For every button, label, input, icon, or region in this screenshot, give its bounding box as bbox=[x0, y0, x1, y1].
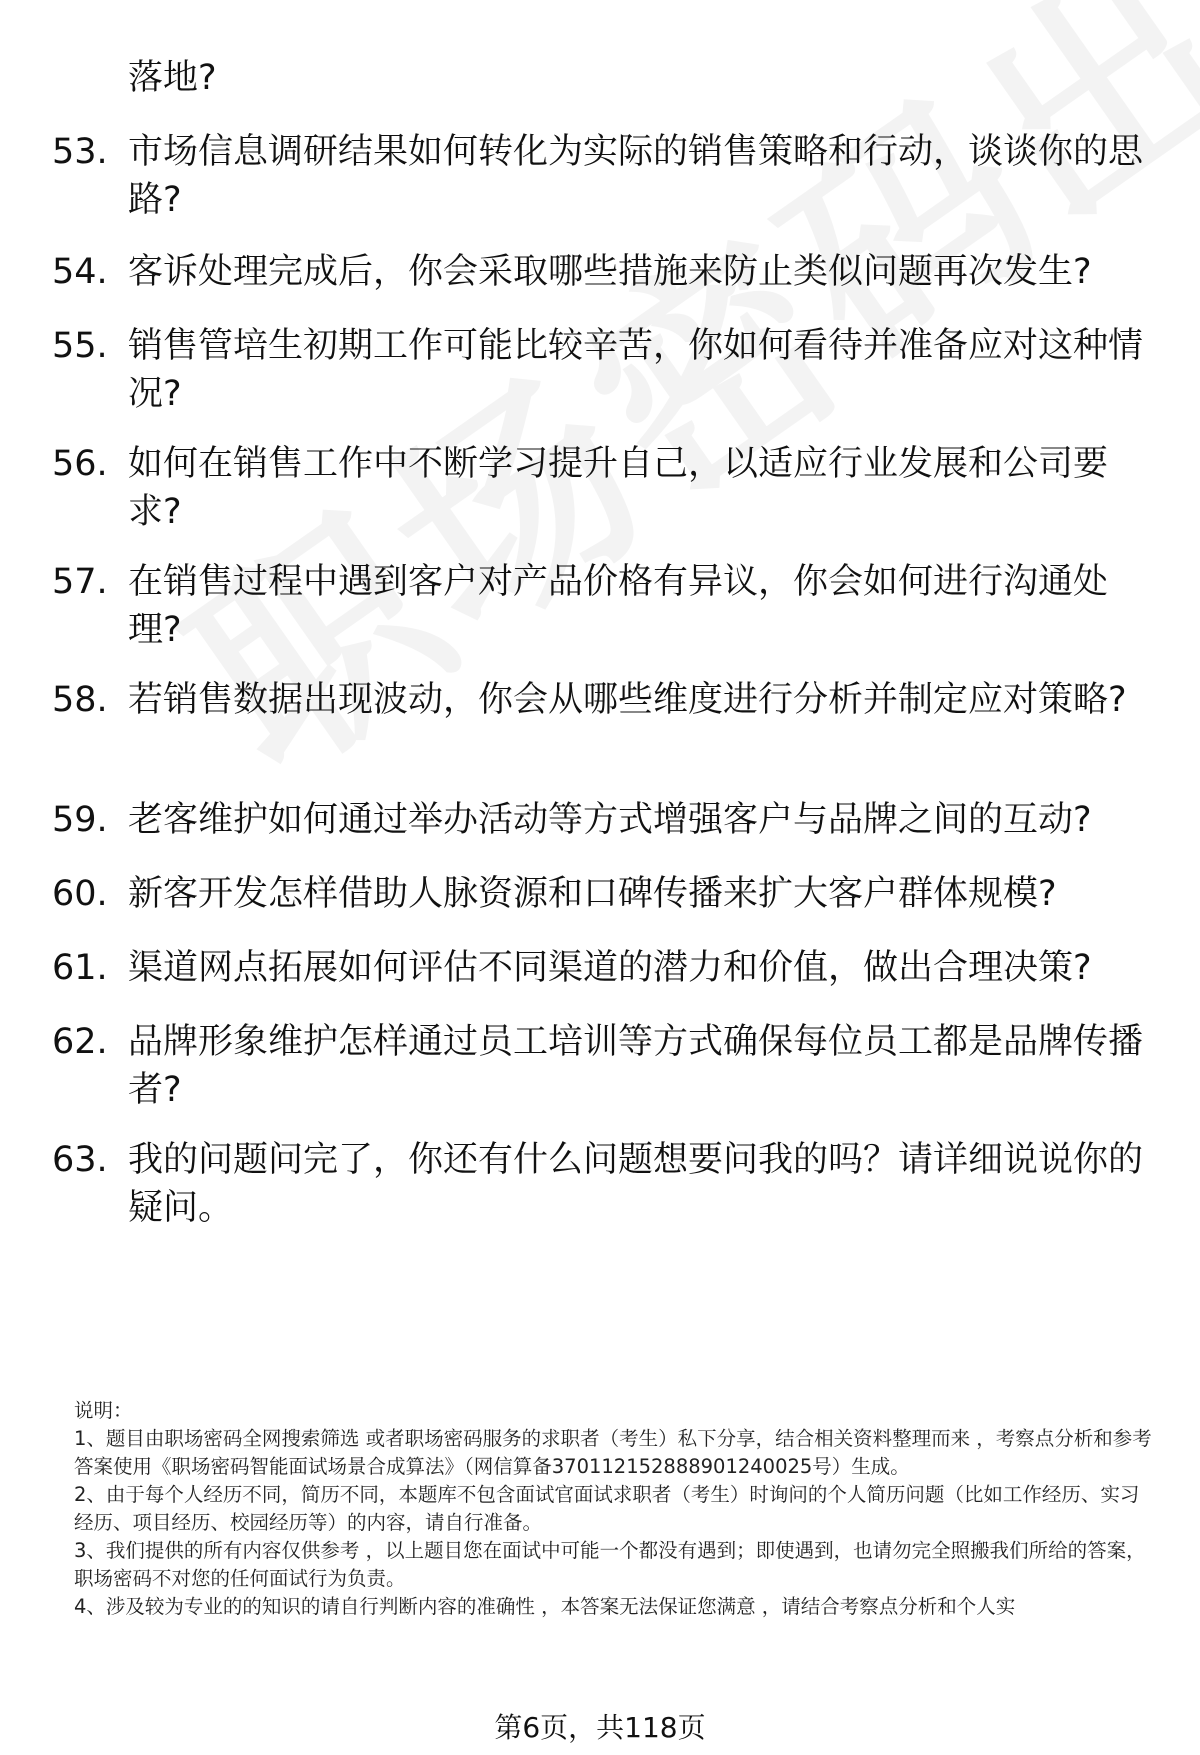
question-number: 53. bbox=[52, 132, 108, 172]
question-item bbox=[52, 1136, 1152, 1232]
question-item bbox=[52, 248, 1152, 296]
question-text: 新客开发怎样借助人脉资源和口碑传播来扩大客户群体规模? bbox=[128, 874, 1057, 914]
question-item bbox=[52, 1018, 1152, 1114]
note-item: 2、由于每个人经历不同，简历不同，本题库不包含面试官面试求职者（考生）时询问的个人简历问题（比如工作经历、实习经历、项目经历、校园经历等）的内容，请自行准备。 bbox=[74, 1483, 1140, 1534]
question-text: 品牌形象维护怎样通过员工培训等方式确保每位员工都是品牌传播者? bbox=[128, 1022, 1144, 1110]
question-number: 63. bbox=[52, 1140, 108, 1180]
question-text: 若销售数据出现波动，你会从哪些维度进行分析并制定应对策略? bbox=[128, 680, 1127, 720]
question-item bbox=[52, 558, 1152, 654]
question-item bbox=[52, 944, 1152, 992]
question-text: 我的问题问完了，你还有什么问题想要问我的吗？请详细说说你的疑问。 bbox=[128, 1140, 1144, 1228]
question-text: 如何在销售工作中不断学习提升自己，以适应行业发展和公司要求? bbox=[128, 444, 1109, 532]
question-continuation: 落地? bbox=[128, 58, 217, 98]
question-number: 55. bbox=[52, 326, 108, 366]
note-item: 4、涉及较为专业的的知识的请自行判断内容的准确性 ，本答案无法保证您满意 ，请结合考察点分析和个人实 bbox=[74, 1595, 1016, 1618]
question-text: 渠道网点拓展如何评估不同渠道的潜力和价值，做出合理决策? bbox=[128, 948, 1092, 988]
page-footer: 第6页，共118页 bbox=[494, 1711, 706, 1744]
note-item: 1、题目由职场密码全网搜索筛选 或者职场密码服务的求职者（考生）私下分享，结合相关资料整理而来 ，考察点分析和参考答案使用《职场密码智能面试场景合成算法》（网信算备370112152888901240025号）生成。 bbox=[74, 1427, 1152, 1478]
question-number: 56. bbox=[52, 444, 108, 484]
notes-section bbox=[74, 1397, 1154, 1621]
question-number: 58. bbox=[52, 680, 108, 720]
question-item bbox=[52, 128, 1152, 224]
question-number: 62. bbox=[52, 1022, 108, 1062]
question-number: 54. bbox=[52, 252, 108, 292]
question-text: 客诉处理完成后，你会采取哪些措施来防止类似问题再次发生? bbox=[128, 252, 1092, 292]
question-number: 60. bbox=[52, 874, 108, 914]
question-item bbox=[52, 440, 1152, 536]
question-item bbox=[52, 870, 1152, 918]
question-text: 在销售过程中遇到客户对产品价格有异议，你会如何进行沟通处理? bbox=[128, 562, 1109, 650]
question-item bbox=[52, 322, 1152, 418]
question-text: 市场信息调研结果如何转化为实际的销售策略和行动，谈谈你的思路? bbox=[128, 132, 1144, 220]
note-item: 3、我们提供的所有内容仅供参考 ，以上题目您在面试中可能一个都没有遇到；即使遇到，也请勿完全照搬我们所给的答案，职场密码不对您的任何面试行为负责。 bbox=[74, 1539, 1146, 1590]
question-number: 59. bbox=[52, 800, 108, 840]
question-text: 销售管培生初期工作可能比较辛苦，你如何看待并准备应对这种情况? bbox=[128, 326, 1144, 414]
question-item bbox=[52, 796, 1152, 844]
notes-title: 说明： bbox=[74, 1399, 133, 1422]
question-number: 57. bbox=[52, 562, 108, 602]
question-item bbox=[52, 676, 1152, 724]
question-number: 61. bbox=[52, 948, 108, 988]
question-text: 老客维护如何通过举办活动等方式增强客户与品牌之间的互动? bbox=[128, 800, 1092, 840]
